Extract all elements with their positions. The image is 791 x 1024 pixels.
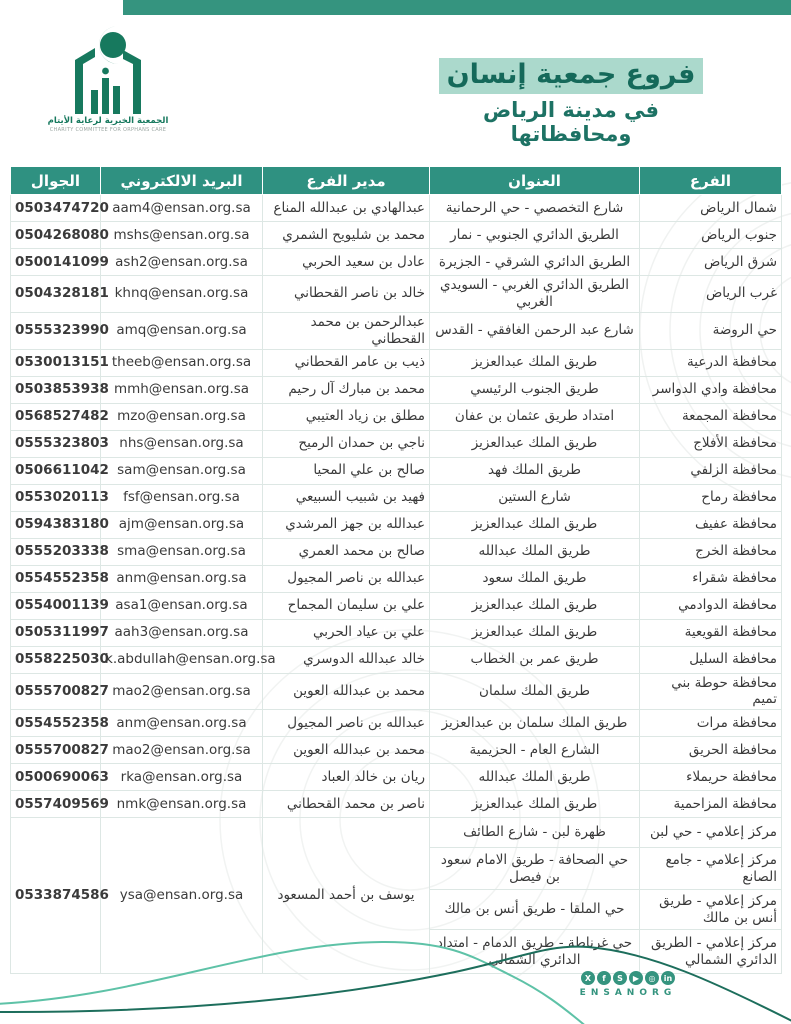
cell-email: asa1@ensan.org.sa (101, 592, 263, 619)
table-row (11, 276, 782, 313)
cell-branch: محافظة السليل (640, 646, 782, 673)
cell-manager: خالد عبدالله الدوسري (263, 646, 430, 673)
cell-address: الشارع العام - الحزيمية (430, 737, 640, 764)
cell-address: حي الصحافة - طريق الامام سعود بن فيصل (430, 848, 640, 890)
cell-branch: محافظة الخرج (640, 538, 782, 565)
table-row (11, 195, 782, 222)
logo-text-english: CHARITY COMMITTEE FOR ORPHANS CARE (49, 127, 167, 133)
cell-phone: 0504328181 (11, 276, 101, 313)
cell-manager: ذيب بن عامر القحطاني (263, 349, 430, 376)
column-header-col-email: البريد الالكتروني (101, 167, 263, 195)
cell-manager: خالد بن ناصر القحطاني (263, 276, 430, 313)
table-row (11, 791, 782, 818)
cell-branch: محافظة شقراء (640, 565, 782, 592)
cell-phone-merged: 0533874586 (11, 818, 101, 974)
table-row (11, 484, 782, 511)
table-row (11, 376, 782, 403)
cell-email: mao2@ensan.org.sa (101, 737, 263, 764)
table-row (11, 538, 782, 565)
cell-branch: مركز إعلامي - طريق أنس بن مالك (640, 890, 782, 930)
cell-phone: 0554552358 (11, 565, 101, 592)
cell-email: mzo@ensan.org.sa (101, 403, 263, 430)
page-title (421, 58, 721, 146)
cell-phone: 0500141099 (11, 249, 101, 276)
cell-branch: محافظة رماح (640, 484, 782, 511)
cell-branch: شرق الرياض (640, 249, 782, 276)
cell-manager: صالح بن علي المحيا (263, 457, 430, 484)
cell-manager: محمد بن عبدالله العوين (263, 737, 430, 764)
cell-address: طريق الملك عبدالعزيز (430, 349, 640, 376)
cell-address: طريق الملك عبدالعزيز (430, 511, 640, 538)
cell-manager: علي بن عياد الحربي (263, 619, 430, 646)
cell-email-merged: ysa@ensan.org.sa (101, 818, 263, 974)
cell-email: mmh@ensan.org.sa (101, 376, 263, 403)
cell-address: طريق الملك عبدالله (430, 538, 640, 565)
cell-address: طريق الملك فهد (430, 457, 640, 484)
cell-phone: 0500690063 (11, 764, 101, 791)
cell-branch: محافظة القويعية (640, 619, 782, 646)
cell-phone: 0555323990 (11, 312, 101, 349)
ensan-logo-mark (61, 26, 155, 114)
cell-email: anm@ensan.org.sa (101, 710, 263, 737)
cell-branch: شمال الرياض (640, 195, 782, 222)
table-row (11, 646, 782, 673)
linkedin-icon[interactable]: in (661, 971, 675, 985)
cell-phone: 0553020113 (11, 484, 101, 511)
cell-email: nmk@ensan.org.sa (101, 791, 263, 818)
cell-phone: 0555700827 (11, 737, 101, 764)
cell-manager: ناجي بن حمدان الرميح (263, 430, 430, 457)
cell-email: rka@ensan.org.sa (101, 764, 263, 791)
cell-manager: عبدالله بن ناصر المجيول (263, 710, 430, 737)
cell-phone: 0503474720 (11, 195, 101, 222)
table-row (11, 312, 782, 349)
table-row-media-center (11, 818, 782, 848)
cell-phone: 0506611042 (11, 457, 101, 484)
cell-branch: محافظة حوطة بني تميم (640, 673, 782, 710)
footer-wave-decoration (0, 874, 791, 1024)
cell-branch: محافظة مرات (640, 710, 782, 737)
cell-phone: 0555700827 (11, 673, 101, 710)
table-row (11, 249, 782, 276)
cell-branch: غرب الرياض (640, 276, 782, 313)
cell-email: theeb@ensan.org.sa (101, 349, 263, 376)
cell-phone: 0504268080 (11, 222, 101, 249)
column-header-col-branch: الفرع (640, 167, 782, 195)
table-row (11, 222, 782, 249)
table-row (11, 349, 782, 376)
cell-manager: محمد بن مبارك آل رحيم (263, 376, 430, 403)
cell-address: طريق عمر بن الخطاب (430, 646, 640, 673)
x-icon[interactable]: X (581, 971, 595, 985)
cell-phone: 0505311997 (11, 619, 101, 646)
table-row (11, 430, 782, 457)
table-row (11, 565, 782, 592)
cell-branch: جنوب الرياض (640, 222, 782, 249)
youtube-icon[interactable]: ▶ (629, 971, 643, 985)
cell-address: ظهرة لبن - شارع الطائف (430, 818, 640, 848)
social-handle: ENSANORG (579, 988, 677, 998)
social-icons-row (573, 971, 683, 985)
instagram-icon[interactable]: ◎ (645, 971, 659, 985)
ensan-logo (38, 26, 178, 133)
cell-address: طريق الجنوب الرئيسي (430, 376, 640, 403)
top-accent-bar (123, 0, 791, 15)
table-row (11, 619, 782, 646)
cell-email: sam@ensan.org.sa (101, 457, 263, 484)
cell-phone: 0558225030 (11, 646, 101, 673)
cell-address: طريق الملك عبدالعزيز (430, 791, 640, 818)
cell-branch: محافظة الأفلاج (640, 430, 782, 457)
cell-email: aam4@ensan.org.sa (101, 195, 263, 222)
page-title-main: فروع جمعية إنسان (439, 58, 704, 94)
cell-branch: محافظة المزاحمية (640, 791, 782, 818)
cell-branch: محافظة عفيف (640, 511, 782, 538)
cell-branch: مركز إعلامي - حي لبن (640, 818, 782, 848)
cell-phone: 0554552358 (11, 710, 101, 737)
column-header-col-address: العنوان (430, 167, 640, 195)
cell-email: nhs@ensan.org.sa (101, 430, 263, 457)
column-header-col-phone: الجوال (11, 167, 101, 195)
cell-address: طريق الملك سعود (430, 565, 640, 592)
cell-phone: 0568527482 (11, 403, 101, 430)
cell-manager: مطلق بن زياد العتيبي (263, 403, 430, 430)
cell-phone: 0530013151 (11, 349, 101, 376)
cell-manager: عبدالله بن جهز المرشدي (263, 511, 430, 538)
cell-address: طريق الملك عبدالله (430, 764, 640, 791)
table-row (11, 673, 782, 710)
cell-address: حي الملقا - طريق أنس بن مالك (430, 890, 640, 930)
cell-address: الطريق الدائري الجنوبي - نمار (430, 222, 640, 249)
cell-phone: 0557409569 (11, 791, 101, 818)
cell-email: amq@ensan.org.sa (101, 312, 263, 349)
cell-address: الطريق الدائري الشرقي - الجزيرة (430, 249, 640, 276)
cell-email: ajm@ensan.org.sa (101, 511, 263, 538)
cell-branch: مركز إعلامي - الطريق الدائري الشمالي (640, 930, 782, 974)
cell-branch: محافظة الدرعية (640, 349, 782, 376)
snapchat-icon[interactable]: S (613, 971, 627, 985)
cell-address: الطريق الدائري الغربي - السويدي الغربي (430, 276, 640, 313)
cell-branch: محافظة الزلفي (640, 457, 782, 484)
cell-manager: ناصر بن محمد القحطاني (263, 791, 430, 818)
cell-manager: فهيد بن شبيب السبيعي (263, 484, 430, 511)
cell-address: طريق الملك عبدالعزيز (430, 619, 640, 646)
branches-table (10, 166, 782, 974)
cell-phone: 0594383180 (11, 511, 101, 538)
cell-branch: محافظة المجمعة (640, 403, 782, 430)
table-row (11, 710, 782, 737)
facebook-icon[interactable]: f (597, 971, 611, 985)
cell-manager: محمد بن شليويح الشمري (263, 222, 430, 249)
cell-branch: محافظة الدوادمي (640, 592, 782, 619)
table-row (11, 592, 782, 619)
cell-address: حي غرناطة - طريق الدمام - امتداد الدائري الشمالي (430, 930, 640, 974)
cell-manager: علي بن سليمان المجماح (263, 592, 430, 619)
cell-email: mao2@ensan.org.sa (101, 673, 263, 710)
cell-manager: عبدالهادي بن عبدالله المناع (263, 195, 430, 222)
cell-address: طريق الملك عبدالعزيز (430, 592, 640, 619)
cell-manager: عادل بن سعيد الحربي (263, 249, 430, 276)
cell-address: شارع الستين (430, 484, 640, 511)
table-row (11, 403, 782, 430)
cell-address: طريق الملك عبدالعزيز (430, 430, 640, 457)
cell-email: khnq@ensan.org.sa (101, 276, 263, 313)
cell-phone: 0503853938 (11, 376, 101, 403)
cell-address: طريق الملك سلمان بن عبدالعزيز (430, 710, 640, 737)
cell-manager: ريان بن خالد العباد (263, 764, 430, 791)
table-header-row (11, 167, 782, 195)
cell-branch: محافظة وادي الدواسر (640, 376, 782, 403)
logo-text-arabic: الجمعية الخيرية لرعاية الأيتام (47, 116, 169, 126)
cell-email: fsf@ensan.org.sa (101, 484, 263, 511)
cell-branch: مركز إعلامي - جامع الصانع (640, 848, 782, 890)
cell-address: طريق الملك سلمان (430, 673, 640, 710)
cell-manager: محمد بن عبدالله العوين (263, 673, 430, 710)
table-row (11, 457, 782, 484)
cell-email: sma@ensan.org.sa (101, 538, 263, 565)
table-row (11, 764, 782, 791)
column-header-col-manager: مدير الفرع (263, 167, 430, 195)
cell-address: امتداد طريق عثمان بن عفان (430, 403, 640, 430)
cell-manager: عبدالله بن ناصر المجيول (263, 565, 430, 592)
cell-branch: محافظة حريملاء (640, 764, 782, 791)
cell-email: anm@ensan.org.sa (101, 565, 263, 592)
cell-branch: محافظة الحريق (640, 737, 782, 764)
cell-email: mshs@ensan.org.sa (101, 222, 263, 249)
cell-branch: حي الروضة (640, 312, 782, 349)
cell-phone: 0555203338 (11, 538, 101, 565)
cell-email: k.abdullah@ensan.org.sa (101, 646, 263, 673)
page-title-sub: في مدينة الرياض ومحافظاتها (482, 98, 660, 147)
cell-manager-merged: يوسف بن أحمد المسعود (263, 818, 430, 974)
cell-phone: 0554001139 (11, 592, 101, 619)
cell-address: شارع عبد الرحمن الغافقي - القدس (430, 312, 640, 349)
cell-manager: عبدالرحمن بن محمد القحطاني (263, 312, 430, 349)
social-block (573, 971, 683, 998)
cell-email: aah3@ensan.org.sa (101, 619, 263, 646)
cell-phone: 0555323803 (11, 430, 101, 457)
cell-email: ash2@ensan.org.sa (101, 249, 263, 276)
table-row (11, 511, 782, 538)
cell-manager: صالح بن محمد العمري (263, 538, 430, 565)
table-row (11, 737, 782, 764)
cell-address: شارع التخصصي - حي الرحمانية (430, 195, 640, 222)
